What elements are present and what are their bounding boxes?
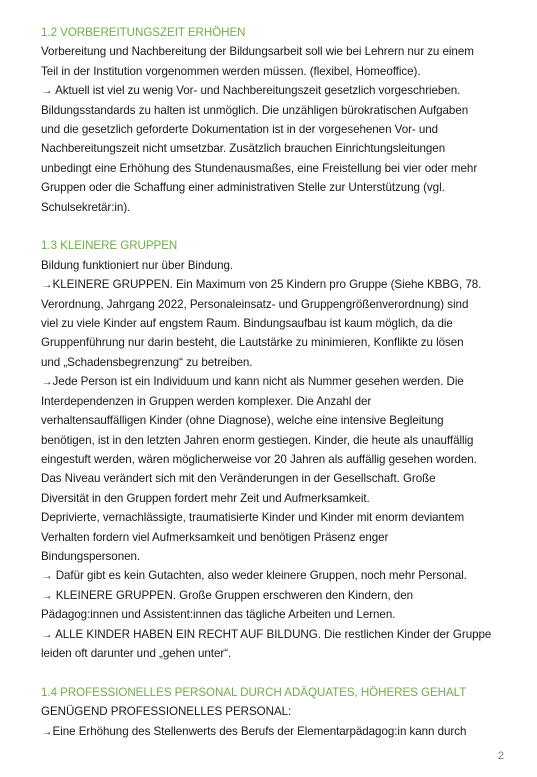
paragraph-spacer xyxy=(41,217,511,236)
text-line: leiden oft darunter und „gehen unter“. xyxy=(41,646,232,660)
section-heading: 1.3 KLEINERE GRUPPEN xyxy=(41,239,178,253)
section-heading: 1.2 VORBEREITUNGSZEIT ERHÖHEN xyxy=(41,26,246,39)
text-line: Bildungsstandards zu halten ist unmöglich. Die unzähligen bürokratischen Aufgaben xyxy=(41,103,469,117)
text-line: →Eine Erhöhung des Stellenwerts des Berufs der Elementarpädagog:in kann durch xyxy=(41,724,467,738)
paragraph-spacer xyxy=(41,663,511,682)
section-1-3 xyxy=(41,236,511,663)
section-heading: 1.4 PROFESSIONELLES PERSONAL DURCH ADÄQUATES, HÖHERES GEHALT xyxy=(41,685,467,699)
text-line: viel zu viele Kinder auf engstem Raum. Bindungsaufbau ist kaum möglich, da die xyxy=(41,317,453,331)
text-line: eingestuft werden, wären möglicherweise vor 20 Jahren als auffällig gesehen worden. xyxy=(41,452,477,466)
text-line: verhaltensauffälligen Kinder (ohne Diagnose), welche eine intensive Begleitung xyxy=(41,414,444,428)
text-line: Nachbereitungszeit nicht umsetzbar. Zusätzlich brauchen Einrichtungsleitungen xyxy=(41,142,446,156)
text-line: Gruppen oder die Schaffung einer administrativen Stelle zur Unterstützung (vgl. xyxy=(41,181,445,195)
text-line: Interdependenzen in Gruppen werden komplexer. Die Anzahl der xyxy=(41,394,372,408)
text-line: →KLEINERE GRUPPEN. Ein Maximum von 25 Kindern pro Gruppe (Siehe KBBG, 78. xyxy=(41,278,482,292)
text-line: → Dafür gibt es kein Gutachten, also weder kleinere Gruppen, noch mehr Personal. xyxy=(41,569,467,583)
text-line: Gruppenführung nur darin besteht, die Lautstärke zu minimieren, Konflikte zu lösen xyxy=(41,336,464,350)
text-line: benötigen, ist in den letzten Jahren enorm gestiegen. Kinder, die heute als unauffällig xyxy=(41,433,474,447)
text-line: Bildung funktioniert nur über Bindung. xyxy=(41,258,234,272)
text-line: Pädagog:innen und Assistent:innen das tägliche Arbeiten und Lernen. xyxy=(41,608,396,622)
text-line: Verordnung, Jahrgang 2022, Personaleinsatz- und Gruppengrößenverordnung) sind xyxy=(41,297,469,311)
section-1-4 xyxy=(41,683,511,741)
text-line: → ALLE KINDER HABEN EIN RECHT AUF BILDUNG. Die restlichen Kinder der Gruppe xyxy=(41,627,492,641)
text-line: GENÜGEND PROFESSIONELLES PERSONAL: xyxy=(41,705,292,719)
text-line: Vorbereitung und Nachbereitung der Bildungsarbeit soll wie bei Lehrern nur zu einem xyxy=(41,45,474,59)
text-line: Das Niveau verändert sich mit den Veränderungen in der Gesellschaft. Große xyxy=(41,472,436,486)
section-body xyxy=(41,256,511,664)
text-line: Diversität in den Gruppen fordert mehr Zeit und Aufmerksamkeit. xyxy=(41,491,370,505)
text-line: Deprivierte, vernachlässigte, traumatisierte Kinder und Kinder mit enorm deviantem xyxy=(41,511,465,525)
text-line: → KLEINERE GRUPPEN. Große Gruppen erschweren den Kindern, den xyxy=(41,588,413,602)
section-1-2 xyxy=(41,23,511,217)
text-line: unbedingt eine Erhöhung des Stundenausmaßes, eine Freistellung bei vier oder mehr xyxy=(41,161,478,175)
text-line: →Jede Person ist ein Individuum und kann nicht als Nummer gesehen werden. Die xyxy=(41,375,464,389)
section-body xyxy=(41,42,511,217)
page-content xyxy=(41,23,511,741)
section-body xyxy=(41,702,511,741)
text-line: Schulsekretär:in). xyxy=(41,200,131,214)
text-line: Bindungspersonen. xyxy=(41,549,141,563)
text-line: und „Schadensbegrenzung“ zu betreiben. xyxy=(41,355,253,369)
page-number: 2 xyxy=(497,750,504,762)
text-line: → Aktuell ist viel zu wenig Vor- und Nachbereitungszeit gesetzlich vorgeschrieben. xyxy=(41,84,461,98)
text-line: Teil in der Institution vorgenommen werden müssen. (flexibel, Homeoffice). xyxy=(41,64,421,78)
text-line: und die gesetzlich geforderte Dokumentation ist in der vorgesehenen Vor- und xyxy=(41,123,439,137)
text-line: Verhalten fordern viel Aufmerksamkeit und benötigen Präsenz enger xyxy=(41,530,389,544)
